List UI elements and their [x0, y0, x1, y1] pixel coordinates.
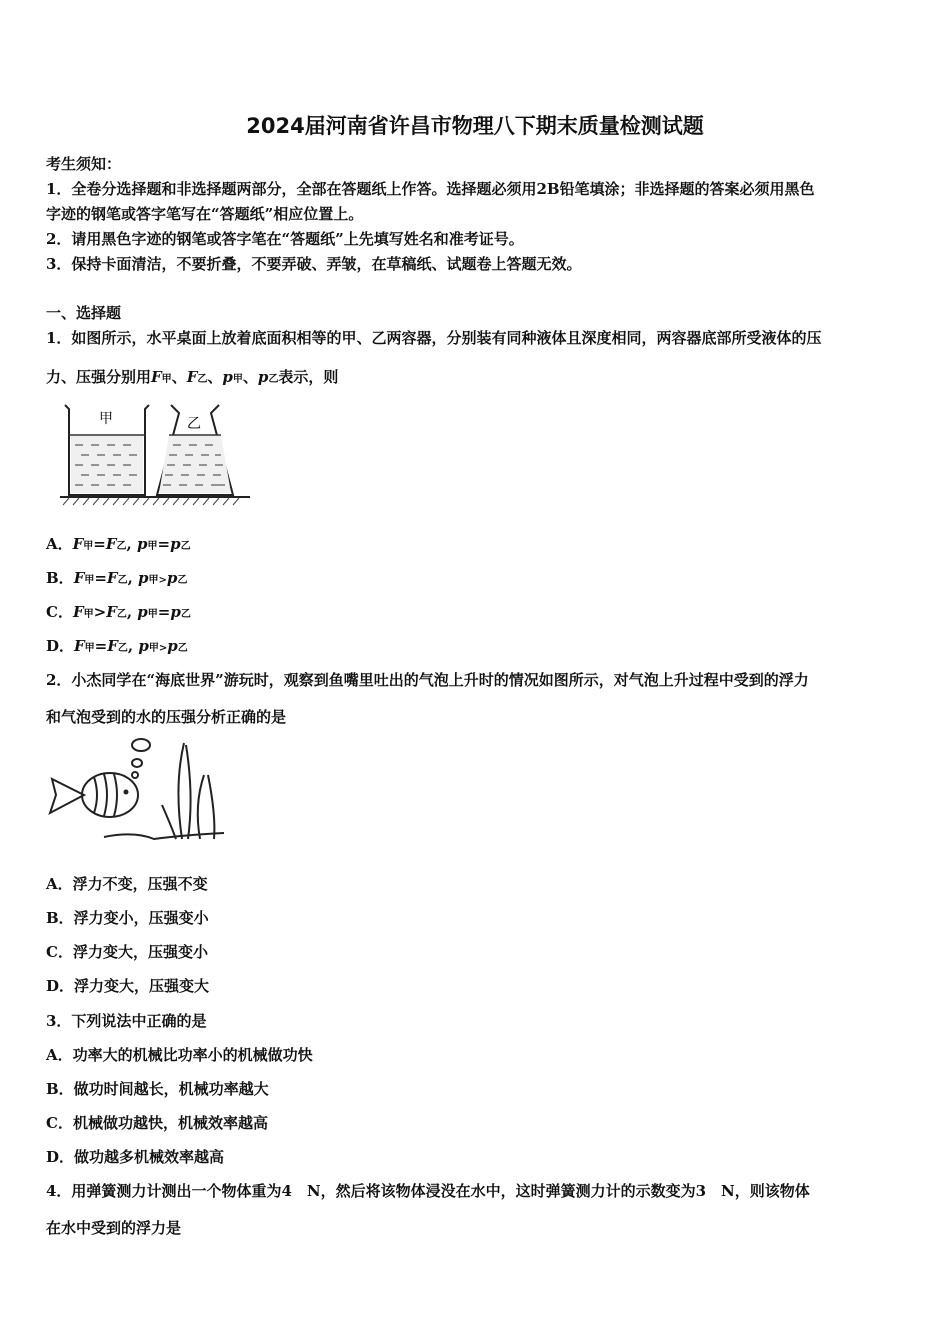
notice-item: 1．全卷分选择题和非选择题两部分，全部在答题纸上作答。选择题必须用2B铅笔填涂；非选择题的答案必须用黑色 — [46, 180, 815, 198]
q3-option-a[interactable]: A．功率大的机械比功率小的机械做功快 — [46, 1046, 313, 1064]
section-heading: 一、选择题 — [46, 304, 122, 322]
q4-stem-line2: 在水中受到的浮力是 — [46, 1219, 182, 1237]
q1-option-a[interactable]: A．F甲=F乙, p甲=p乙 — [46, 535, 191, 553]
q3-stem: 3．下列说法中正确的是 — [46, 1012, 207, 1030]
q1-containers-figure — [55, 395, 255, 510]
q3-option-d[interactable]: D．做功越多机械效率越高 — [46, 1148, 225, 1166]
q2-fish-figure — [44, 735, 229, 860]
notice-heading: 考生须知： — [46, 155, 122, 173]
notice-item: 2．请用黑色字迹的钢笔或答字笔在“答题纸”上先填写姓名和准考证号。 — [46, 230, 524, 248]
q1-option-c[interactable]: C．F甲>F乙, p甲=p乙 — [46, 603, 191, 621]
container-jia-label: 甲 — [99, 411, 113, 427]
q2-option-c[interactable]: C．浮力变大，压强变小 — [46, 943, 208, 961]
q3-option-c[interactable]: C．机械做功越快，机械效率越高 — [46, 1114, 268, 1132]
notice-item: 3．保持卡面清洁，不要折叠，不要弄破、弄皱，在草稿纸、试题卷上答题无效。 — [46, 255, 582, 273]
q2-option-b[interactable]: B．浮力变小，压强变小 — [46, 909, 209, 927]
q3-option-b[interactable]: B．做功时间越长，机械功率越大 — [46, 1080, 269, 1098]
q1-option-b[interactable]: B．F甲=F乙, p甲>p乙 — [46, 569, 188, 587]
q2-stem-line1: 2．小杰同学在“海底世界”游玩时，观察到鱼嘴里吐出的气泡上升时的情况如图所示，对气泡上升过程中受到的浮力 — [46, 671, 809, 689]
q2-option-a[interactable]: A．浮力不变，压强不变 — [46, 875, 208, 893]
q1-stem-line2: 力、压强分别用F甲、F乙、p甲、p乙表示，则 — [46, 368, 339, 386]
q1-option-d[interactable]: D．F甲=F乙, p甲>p乙 — [46, 637, 188, 655]
page-title: 2024届河南省许昌市物理八下期末质量检测试题 — [246, 114, 704, 138]
q1-stem-line1: 1．如图所示，水平桌面上放着底面积相等的甲、乙两容器，分别装有同种液体且深度相同，两容器底部所受液体的压 — [46, 329, 822, 347]
q2-option-d[interactable]: D．浮力变大，压强变大 — [46, 977, 210, 995]
container-yi-label: 乙 — [187, 416, 201, 432]
notice-item: 字迹的钢笔或答字笔写在“答题纸”相应位置上。 — [46, 205, 364, 223]
q4-stem-line1: 4．用弹簧测力计测出一个物体重为4 N，然后将该物体浸没在水中，这时弹簧测力计的示数变为3 N，则该物体 — [46, 1182, 810, 1200]
q2-stem-line2: 和气泡受到的水的压强分析正确的是 — [46, 708, 287, 726]
